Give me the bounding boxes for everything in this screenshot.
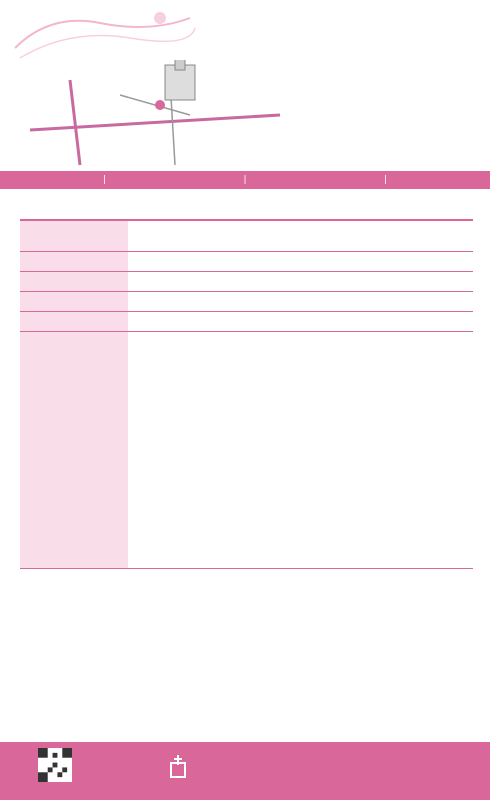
order-row [20, 292, 473, 312]
qr-code-icon [38, 748, 72, 782]
order-label [20, 312, 128, 331]
slogan-divider: | [103, 175, 107, 185]
slogan-divider: | [383, 175, 387, 185]
standing-note [20, 221, 128, 251]
order-label [20, 332, 128, 568]
order-of-service [20, 219, 473, 741]
slogan-divider: | [243, 175, 247, 185]
order-label [20, 252, 128, 271]
responsive-reading [128, 332, 473, 568]
order-label [20, 272, 128, 291]
order-row [20, 272, 473, 292]
map-roads-icon [0, 60, 285, 170]
order-label [20, 292, 128, 311]
logo-swirl-icon [10, 8, 200, 68]
service-title-row [0, 196, 490, 218]
slogan-bar [0, 171, 490, 189]
order-row [20, 252, 473, 272]
order-row [20, 312, 473, 332]
bulletin-header [0, 0, 490, 170]
responsive-reading-row [20, 332, 473, 569]
order-row [20, 221, 473, 252]
church-logo-icon [168, 755, 188, 779]
bulletin-footer [0, 742, 490, 800]
location-map [0, 60, 285, 170]
